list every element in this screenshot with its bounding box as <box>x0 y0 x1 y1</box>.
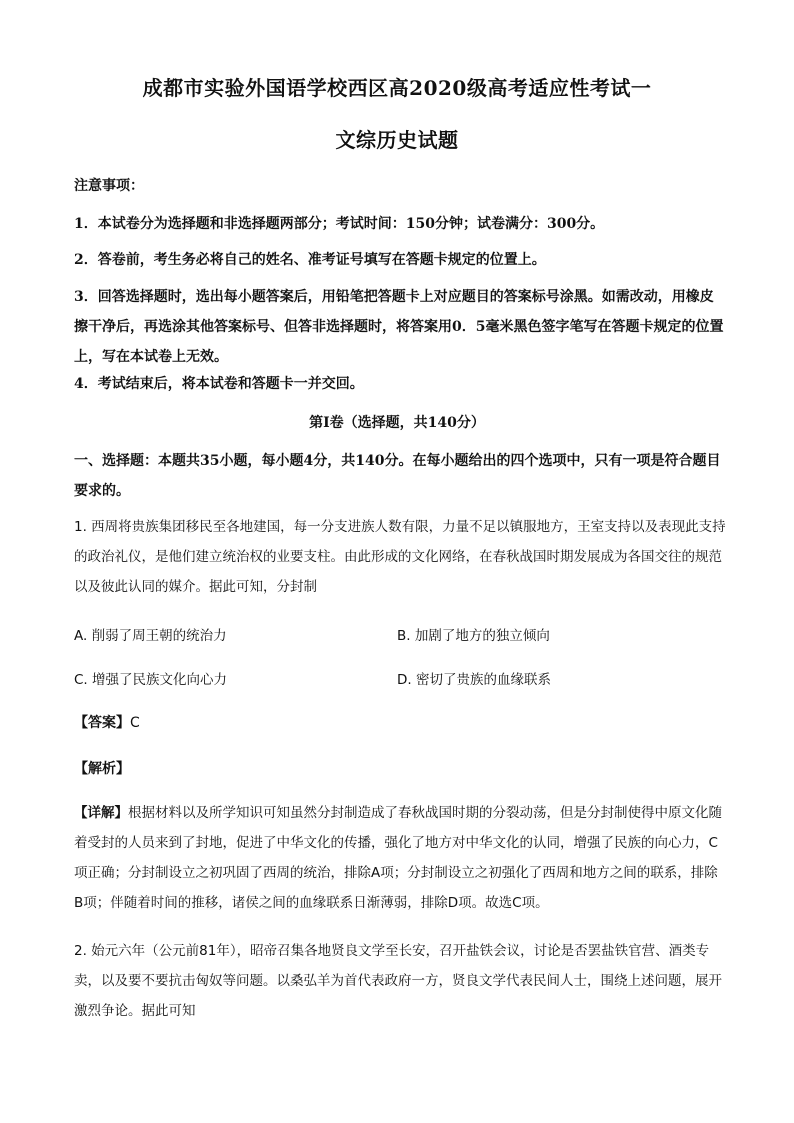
detail-text: 根据材料以及所学知识可知虽然分封制造成了春秋战国时期的分裂动荡，但是分封制使得中原文化随着受封的人员来到了封地，促进了中华文化的传播，强化了地方对中华文化的认同，增强了民族的向心力，C项正确；分封制设立之初巩固了西周的统治，排除A项；分封制设立之初强化了西周和地方之间的联系，排除B项；伴随着时间的推移，诸侯之间的血缘联系日渐薄弱，排除D项。故选C项。 <box>74 805 722 911</box>
analysis-label: 【解析】 <box>74 761 130 777</box>
question-1-analysis-label <box>74 758 130 778</box>
question-1-option-b: B. 加剧了地方的独立倾向 <box>397 628 550 644</box>
exam-subtitle: 文综历史试题 <box>335 128 459 152</box>
question-1-detail <box>74 798 726 918</box>
notes-item-1: 1．本试卷分为选择题和非选择题两部分；考试时间：150分钟；试卷满分：300分。 <box>74 216 605 232</box>
section-title: 第Ⅰ卷（选择题，共140分） <box>309 415 485 431</box>
question-1-option-a: A. 削弱了周王朝的统治力 <box>74 628 227 644</box>
answer-label: 【答案】 <box>74 715 130 731</box>
question-2-stem: 2. 始元六年（公元前81年），昭帝召集各地贤良文学至长安，召开盐铁会议，讨论是否罢盐铁官营、酒类专卖，以及要不要抗击匈奴等问题。以桑弘羊为首代表政府一方，贤良文学代表民间人士，围绕上述问题，展开激烈争论。据此可知 <box>74 943 722 1019</box>
question-1-option-d: D. 密切了贵族的血缘联系 <box>397 672 551 688</box>
notes-item-4: 4．考试结束后，将本试卷和答题卡一并交回。 <box>74 376 364 392</box>
answer-value: C <box>130 715 140 731</box>
detail-label: 【详解】 <box>74 805 128 821</box>
notes-heading: 注意事项： <box>74 178 144 194</box>
question-1-option-c: C. 增强了民族文化向心力 <box>74 672 228 688</box>
notes-item-3: 3．回答选择题时，选出每小题答案后，用铅笔把答题卡上对应题目的答案标号涂黑。如需改动，用橡皮擦干净后，再选涂其他答案标号、但答非选择题时，将答案用0．5毫米黑色签字笔写在答题卡规定的位置上，写在本试卷上无效。 <box>74 289 724 365</box>
exam-title: 成都市实验外国语学校西区高2020级高考适应性考试一 <box>142 76 652 100</box>
notes-item-2: 2．答卷前，考生务必将自己的姓名、准考证号填写在答题卡规定的位置上。 <box>74 252 546 268</box>
question-1-answer <box>74 712 140 732</box>
section-instructions: 一、选择题：本题共35小题，每小题4分，共140分。在每小题给出的四个选项中，只有一项是符合题目要求的。 <box>74 453 721 499</box>
question-1-stem: 1. 西周将贵族集团移民至各地建国，每一分支进族人数有限，力量不足以镇服地方，王室支持以及表现此支持的政治礼仪，是他们建立统治权的业要支柱。由此形成的文化网络，在春秋战国时期发展成为各国交往的规范以及彼此认同的媒介。据此可知，分封制 <box>74 519 726 595</box>
